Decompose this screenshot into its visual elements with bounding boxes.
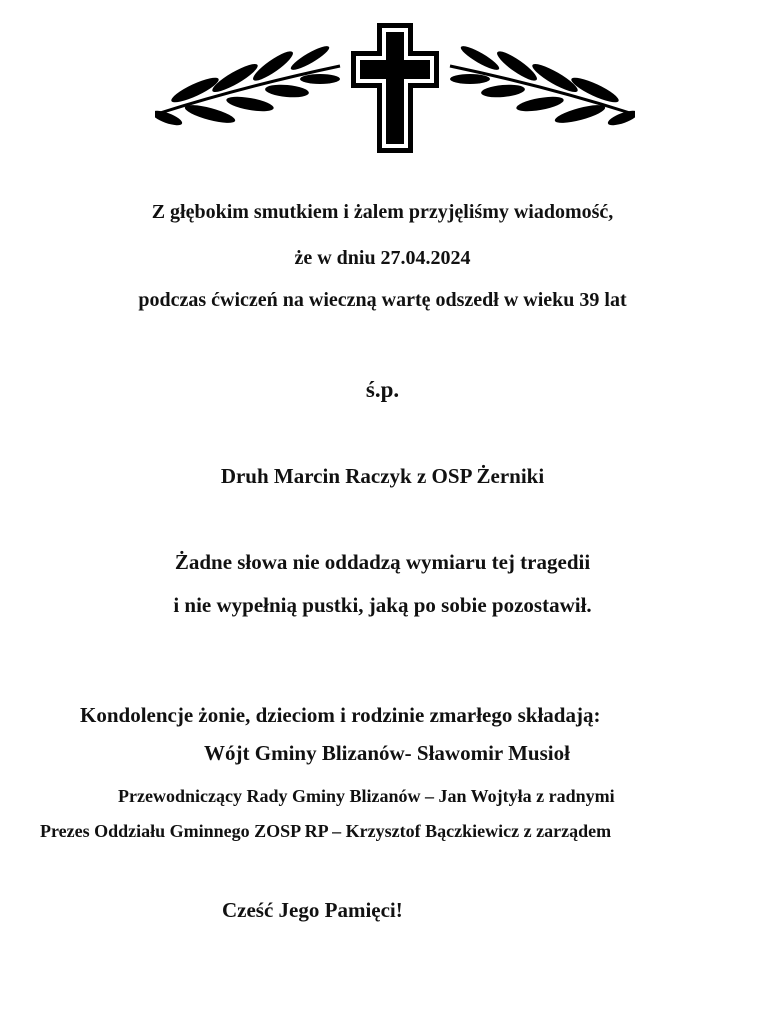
right-olive-branch-icon xyxy=(450,43,635,129)
condolences-intro: Kondolencje żonie, dzieciom i rodzinie zmarłego składają: xyxy=(80,703,601,727)
intro-line-3: podczas ćwiczeń na wieczną wartę odszedł w wieku 39 lat xyxy=(138,289,627,311)
deceased-name: Druh Marcin Raczyk z OSP Żerniki xyxy=(220,464,545,488)
left-olive-branch-icon xyxy=(155,43,340,129)
cross-icon xyxy=(351,23,439,153)
sp-label: ś.p. xyxy=(365,377,400,402)
intro-line-1: Z głębokim smutkiem i żalem przyjęliśmy wiadomość, xyxy=(151,201,614,223)
cross-with-olive-branches-icon xyxy=(155,18,635,158)
intro-line-2-date: że w dniu 27.04.2024 xyxy=(294,247,471,269)
signatory-prezes: Prezes Oddziału Gminnego ZOSP RP – Krzysztof Bączkiewicz z zarządem xyxy=(40,821,612,841)
closing-line: Cześć Jego Pamięci! xyxy=(222,898,403,922)
quote-line-2: i nie wypełnią pustki, jaką po sobie pozostawił. xyxy=(173,593,592,617)
quote-line-1: Żadne słowa nie oddadzą wymiaru tej tragedii xyxy=(174,550,591,574)
signatory-wojt: Wójt Gminy Blizanów- Sławomir Musioł xyxy=(204,741,570,765)
signatory-przewodniczacy: Przewodniczący Rady Gminy Blizanów – Jan Wojtyła z radnymi xyxy=(118,786,615,806)
